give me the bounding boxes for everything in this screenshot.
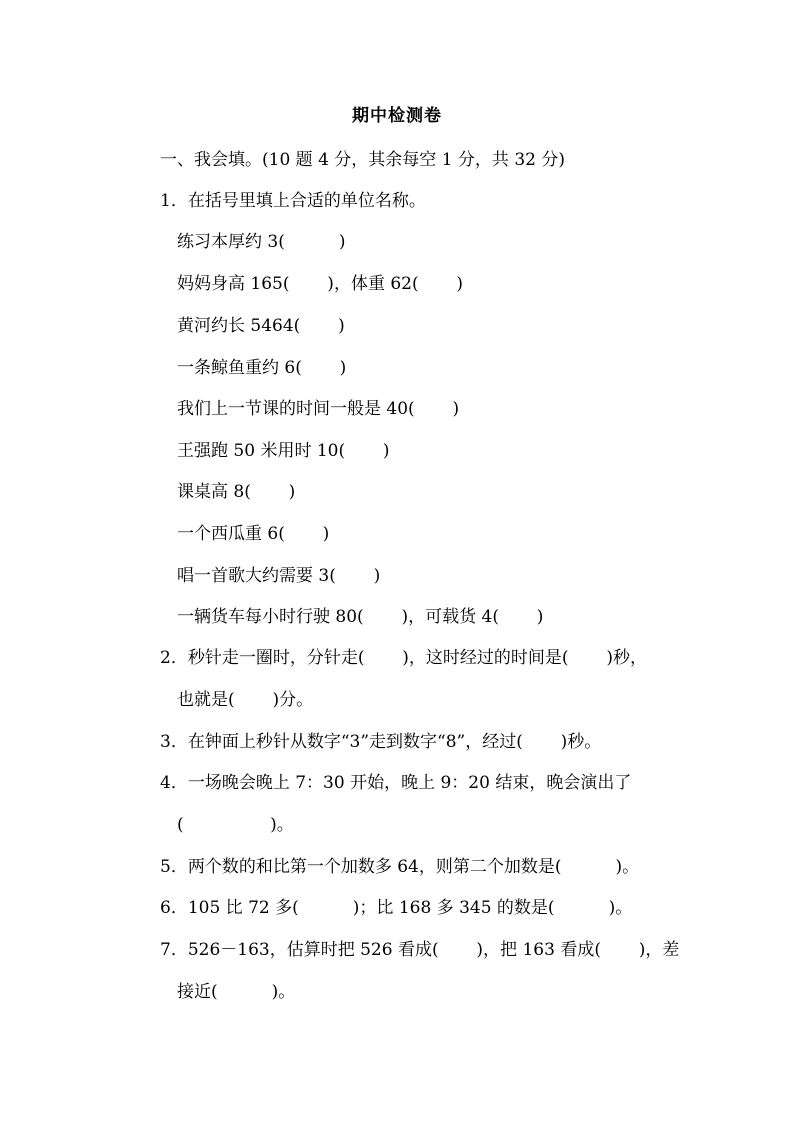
question-5: 5．两个数的和比第一个加数多 64，则第二个加数是( )。: [160, 857, 640, 877]
question-1-item: 课桌高 8( ): [177, 482, 296, 502]
question-7-line-1: 7．526－163，估算时把 526 看成( )，把 163 看成( )，差: [160, 940, 680, 960]
question-2-line-2: 也就是( )分。: [177, 690, 314, 710]
question-4-line-2: ( )。: [177, 815, 294, 835]
question-4-line-1: 4．一场晚会晚上 7：30 开始，晚上 9：20 结束，晚会演出了: [160, 773, 632, 793]
question-1-item: 我们上一节课的时间一般是 40( ): [177, 399, 460, 419]
question-1-item: 王强跑 50 米用时 10( ): [177, 441, 390, 461]
question-1-item: 一个西瓜重 6( ): [177, 524, 330, 544]
question-1-item: 妈妈身高 165( )，体重 62( ): [177, 274, 464, 294]
page-title: 期中检测卷: [352, 106, 442, 126]
question-1-item: 一条鲸鱼重约 6( ): [177, 358, 347, 378]
question-1-item: 一辆货车每小时行驶 80( )，可载货 4( ): [177, 607, 544, 627]
question-7-line-2: 接近( )。: [177, 982, 296, 1002]
question-2-line-1: 2．秒针走一圈时，分针走( )，这时经过的时间是( )秒，: [160, 648, 647, 668]
question-1-item: 练习本厚约 3( ): [177, 232, 346, 252]
section-heading: 一、我会填。(10 题 4 分，其余每空 1 分，共 32 分): [160, 150, 565, 170]
question-1-item: 唱一首歌大约需要 3( ): [177, 566, 381, 586]
question-6: 6．105 比 72 多( )；比 168 多 345 的数是( )。: [160, 898, 633, 918]
question-3: 3．在钟面上秒针从数字“3”走到数字“8”，经过( )秒。: [160, 732, 602, 752]
question-1-stem: 1．在括号里填上合适的单位名称。: [160, 191, 426, 211]
question-1-item: 黄河约长 5464( ): [177, 316, 345, 336]
